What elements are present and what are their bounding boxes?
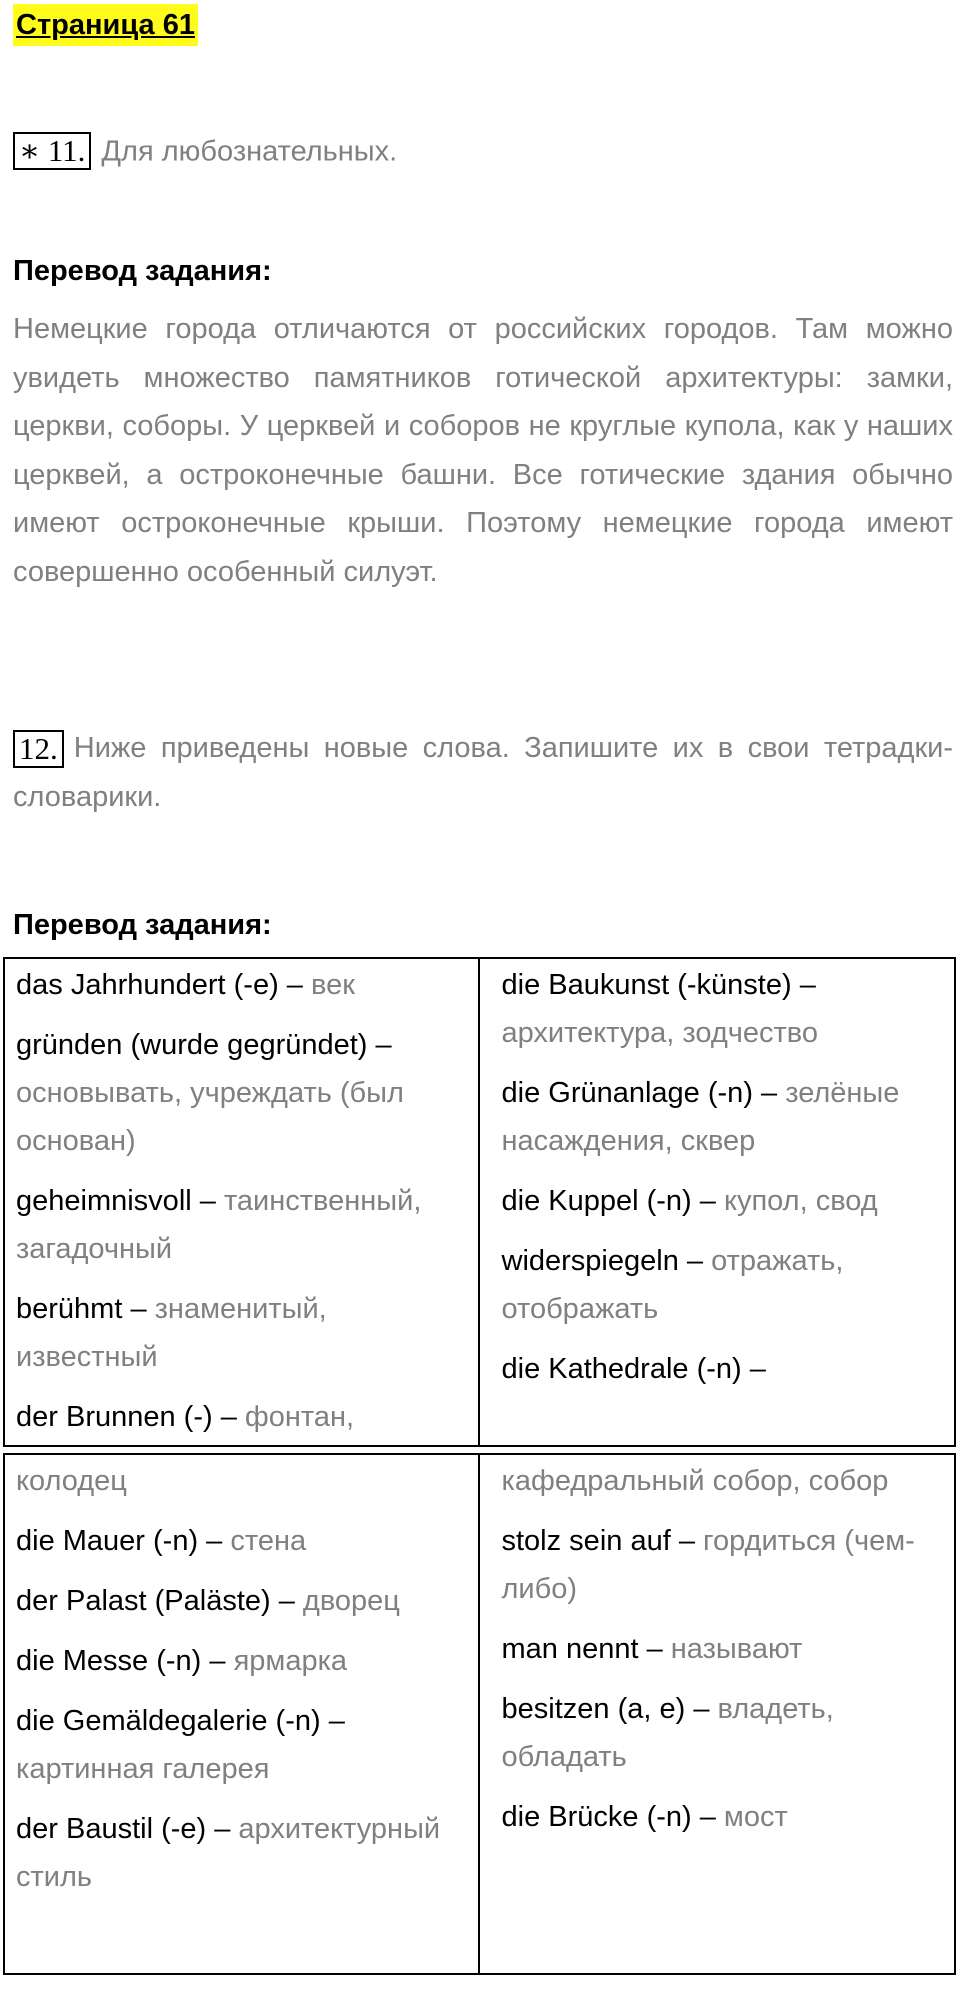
russian-translation: мост [723,1801,788,1833]
vocab-entry [502,1237,947,1333]
russian-translation: колодец [16,1465,127,1497]
vocab-entry [502,961,947,1057]
vocab-table-2 [3,1453,956,1975]
russian-translation: называют [670,1633,803,1665]
vocab-entry [502,1685,947,1781]
vocab-entry [16,1285,470,1381]
vocab-entry [502,1069,947,1165]
german-word: die Brücke (-n) – [501,1801,724,1833]
german-word: die Gemäldegalerie (-n) – [16,1705,345,1737]
german-word: der Brunnen (-) – [16,1401,245,1433]
vocab-entry [16,1637,470,1685]
german-word: der Palast (Paläste) – [16,1585,303,1617]
russian-translation: зелёные насаждения, сквер [501,1077,900,1157]
vocab-entry [502,1517,947,1613]
vocab-entry [16,1805,470,1901]
vocab-column-right [480,1455,955,1973]
german-word: das Jahrhundert (-e) – [16,969,311,1001]
translation-paragraph: Немецкие города отличаются от российских городов. Там можно увидеть множество памятников готической архитектуры: замки, церкви, соборы. У церквей и соборов не круглые купола, как у наших церквей, а остроконечные башни. Все готические здания обычно имеют остроконечные крыши. Поэтому немецкие города имеют совершенно особенный силуэт. [13,313,953,588]
task-12 [13,724,953,822]
german-word: die Messe (-n) – [16,1645,234,1677]
page-title: Страница 61 [13,4,198,46]
vocab-column-right [480,959,955,1445]
vocab-entry [16,961,470,1009]
russian-translation: ярмарка [233,1645,348,1677]
vocab-table-1 [3,957,956,1447]
russian-translation: купол, свод [723,1185,878,1217]
russian-translation: век [310,969,355,1001]
german-word: man nennt – [501,1633,671,1665]
vocab-entry [502,1793,947,1841]
russian-translation: кафедральный собор, собор [501,1465,889,1497]
russian-translation: отражать, отображать [501,1245,844,1325]
german-word: die Baukunst (-künste) – [501,969,816,1001]
russian-translation: архитектура, зодчество [501,1017,818,1049]
translation-heading-1: Перевод задания: [13,255,272,287]
russian-translation: архитектурный стиль [16,1813,441,1893]
task-11-number: ∗ 11. [13,132,91,170]
german-word: der Baustil (-e) – [16,1813,239,1845]
german-word: gründen (wurde gegründet) – [16,1029,392,1061]
vocab-column-left [5,1455,480,1973]
german-word: die Kathedrale (-n) – [501,1353,766,1385]
vocab-entry [16,1577,470,1625]
russian-translation: знаменитый, известный [16,1293,327,1373]
vocab-entry [16,1697,470,1793]
task-12-number: 12. [13,730,64,768]
vocab-entry [502,1625,947,1673]
russian-translation: стена [230,1525,307,1557]
task-11 [13,126,397,175]
vocab-entry [16,1177,470,1273]
german-word: geheimnisvoll – [16,1185,224,1217]
russian-translation: основывать, учреждать (был основан) [16,1077,404,1157]
vocab-entry [502,1177,947,1225]
vocab-entry [502,1345,947,1393]
german-word: widerspiegeln – [501,1245,712,1277]
german-word: die Kuppel (-n) – [501,1185,724,1217]
task-12-text: Ниже приведены новые слова. Запишите их в свои тетрадки-словарики. [13,732,953,813]
russian-translation: таинственный, загадочный [16,1185,422,1265]
russian-translation: гордиться (чем-либо) [501,1525,915,1605]
vocab-entry [16,1457,470,1505]
vocab-entry [16,1517,470,1565]
german-word: besitzen (a, e) – [501,1693,718,1725]
vocab-entry [502,1457,947,1505]
german-word: die Grünanlage (-n) – [501,1077,786,1109]
vocab-entry [16,1393,470,1441]
russian-translation: фонтан, [244,1401,355,1433]
russian-translation: дворец [302,1585,400,1617]
german-word: die Mauer (-n) – [16,1525,231,1557]
russian-translation: владеть, обладать [501,1693,834,1773]
russian-translation: картинная галерея [16,1753,270,1785]
translation-heading-2: Перевод задания: [13,909,272,941]
vocab-entry [16,1021,470,1165]
vocab-column-left [5,959,480,1445]
german-word: stolz sein auf – [501,1525,703,1557]
german-word: berühmt – [16,1293,155,1325]
task-11-text: Для любознательных. [101,135,398,168]
